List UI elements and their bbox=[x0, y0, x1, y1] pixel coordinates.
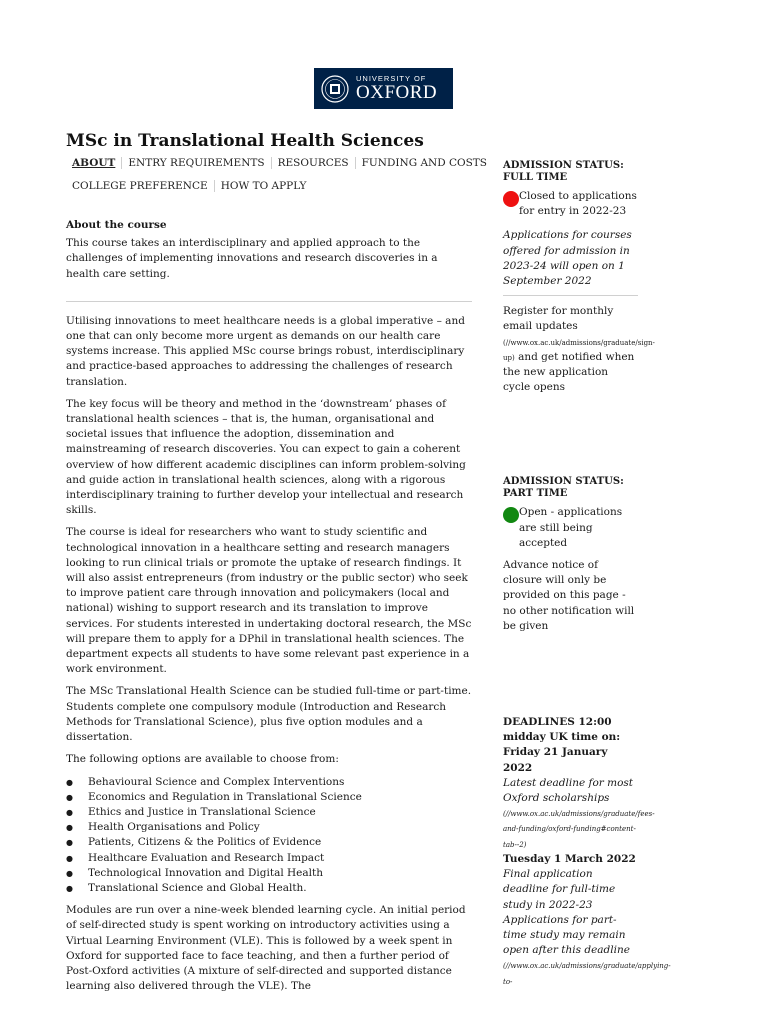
tab-row-1 bbox=[66, 155, 487, 171]
deadline-2-url[interactable]: (//www.ox.ac.uk/admissions/graduate/applying-to- bbox=[503, 962, 671, 986]
full-time-status bbox=[503, 189, 638, 219]
tab-resources[interactable]: RESOURCES bbox=[272, 157, 356, 169]
sidebar-divider bbox=[503, 295, 638, 296]
tab-funding-and-costs[interactable]: FUNDING AND COSTS bbox=[361, 157, 487, 169]
deadline-1-link[interactable]: Latest deadline for most Oxford scholarships bbox=[503, 776, 634, 805]
list-item: ● Behavioural Science and Complex Interventions bbox=[88, 775, 472, 790]
list-item: ● Economics and Regulation in Translational Science bbox=[88, 790, 472, 805]
paragraph-2: The key focus will be theory and method in the ‘downstream’ phases of translational health sciences – that is, the human, organisational and societal issues that influence the adoption, dissemination and mainstreaming of research discoveries. You can expect to gain a coherent overview of how different academic disciplines can inform problem-solving and guide action in translational health sciences, along with a rigorous interdisciplinary training to further develop your intellectual and research skills. bbox=[66, 397, 466, 517]
about-heading: About the course bbox=[66, 219, 167, 231]
part-time-status bbox=[503, 505, 638, 551]
divider bbox=[66, 301, 472, 302]
register-link[interactable]: Register for monthly email updates bbox=[503, 305, 614, 333]
deadline-2-text-2 bbox=[503, 913, 671, 989]
list-item: ● Health Organisations and Policy bbox=[88, 820, 472, 835]
register-url[interactable]: (//www.ox.ac.uk/admissions/graduate/sign-up) bbox=[503, 338, 655, 362]
part-time-section bbox=[503, 476, 638, 634]
tab-college-preference[interactable]: COLLEGE PREFERENCE bbox=[66, 180, 215, 192]
full-time-status-text: Closed to applications for entry in 2022-23 bbox=[519, 190, 637, 218]
paragraph-5: The following options are available to choose from: bbox=[66, 753, 339, 766]
full-time-heading: ADMISSION STATUS: FULL TIME bbox=[503, 160, 624, 183]
page-title: MSc in Translational Health Sciences bbox=[66, 131, 424, 151]
logo-line-2: OXFORD bbox=[356, 82, 438, 104]
tab-row-2 bbox=[66, 178, 466, 194]
deadline-1-date: Friday 21 January 2022 bbox=[503, 746, 608, 774]
register-paragraph bbox=[503, 304, 655, 395]
options-list bbox=[66, 775, 472, 897]
full-time-note: Applications for courses offered for admission in 2023-24 will open on 1 September 2022 bbox=[503, 229, 632, 288]
deadline-2-date: Tuesday 1 March 2022 bbox=[503, 852, 636, 865]
list-item: ● Ethics and Justice in Translational Science bbox=[88, 805, 472, 820]
course-tabs bbox=[66, 155, 487, 201]
deadlines-heading: DEADLINES 12:00 midday UK time on: bbox=[503, 716, 621, 744]
university-logo[interactable] bbox=[314, 68, 453, 109]
full-time-section bbox=[503, 160, 655, 395]
paragraph-1: Utilising innovations to meet healthcare needs is a global imperative – and one that can only become more urgent as demands on our health care systems increase. This applied MSc course brings robust, interdisciplinary and practice-based approaches to addressing the challenges of research translation. bbox=[66, 314, 465, 388]
deadline-1-url[interactable]: (//www.ox.ac.uk/admissions/graduate/fees-and-funding/oxford-funding#content-tab--2) bbox=[503, 810, 655, 849]
tab-entry-requirements[interactable]: ENTRY REQUIREMENTS bbox=[122, 157, 271, 169]
admission-sidebar bbox=[503, 160, 671, 989]
status-open-icon bbox=[503, 507, 519, 523]
crest-icon bbox=[320, 74, 350, 104]
list-item: ● Technological Innovation and Digital Health bbox=[88, 866, 472, 881]
about-intro: This course takes an interdisciplinary and applied approach to the challenges of implementing innovations and research discoveries in a health care setting. bbox=[66, 237, 438, 280]
tab-about[interactable]: ABOUT bbox=[66, 157, 122, 169]
deadline-1-text bbox=[503, 776, 655, 852]
status-closed-icon bbox=[503, 191, 519, 207]
part-time-heading: ADMISSION STATUS: PART TIME bbox=[503, 476, 624, 499]
paragraph-4: The MSc Translational Health Science can be studied full-time or part-time. Students complete one compulsory module (Introduction and Research Methods for Translational Science), plus five option modules and a dissertation. bbox=[66, 685, 472, 744]
deadline-2-text: Final application deadline for full-time study in 2022-23 bbox=[503, 868, 616, 911]
part-time-note: Advance notice of closure will only be provided on this page - no other notification will be given bbox=[503, 559, 635, 632]
paragraph-6: Modules are run over a nine-week blended learning cycle. An initial period of self-directed study is spent working on introductory activities using a Virtual Learning Environment (VLE). This is followed by a week spent in Oxford for supported face to face teaching, and then a further period of Post-Oxford activities (A mixture of self-directed and supported distance learning also delivered through the VLE). The bbox=[66, 904, 466, 993]
deadlines-section bbox=[503, 715, 671, 989]
main-content bbox=[66, 218, 472, 1001]
deadline-2-link[interactable]: Applications for part-time study may remain open after this deadline bbox=[503, 913, 630, 957]
logo-line-1: UNIVERSITY OF bbox=[356, 73, 427, 83]
tab-how-to-apply[interactable]: HOW TO APPLY bbox=[220, 180, 307, 192]
register-tail: and get notified when the new application cycle opens bbox=[503, 350, 635, 394]
list-item: ● Translational Science and Global Health. bbox=[88, 881, 472, 896]
part-time-status-text: Open - applications are still being accepted bbox=[519, 506, 623, 549]
paragraph-3: The course is ideal for researchers who want to study scientific and technological innovation in a healthcare setting and research managers looking to run clinical trials or promote the uptake of research findings. It will also assist entrepreneurs (from industry or the public sector) who seek to improve patient care through innovation and policymakers (local and national) wishing to support research and its translation to improve services. For students interested in undertaking doctoral research, the MSc will prepare them to apply for a DPhil in translational health sciences. The department expects all students to have some relevant past experience in a work environment. bbox=[66, 526, 472, 676]
list-item: ● Patients, Citizens & the Politics of Evidence bbox=[88, 835, 472, 850]
list-item: ● Healthcare Evaluation and Research Impact bbox=[88, 851, 472, 866]
